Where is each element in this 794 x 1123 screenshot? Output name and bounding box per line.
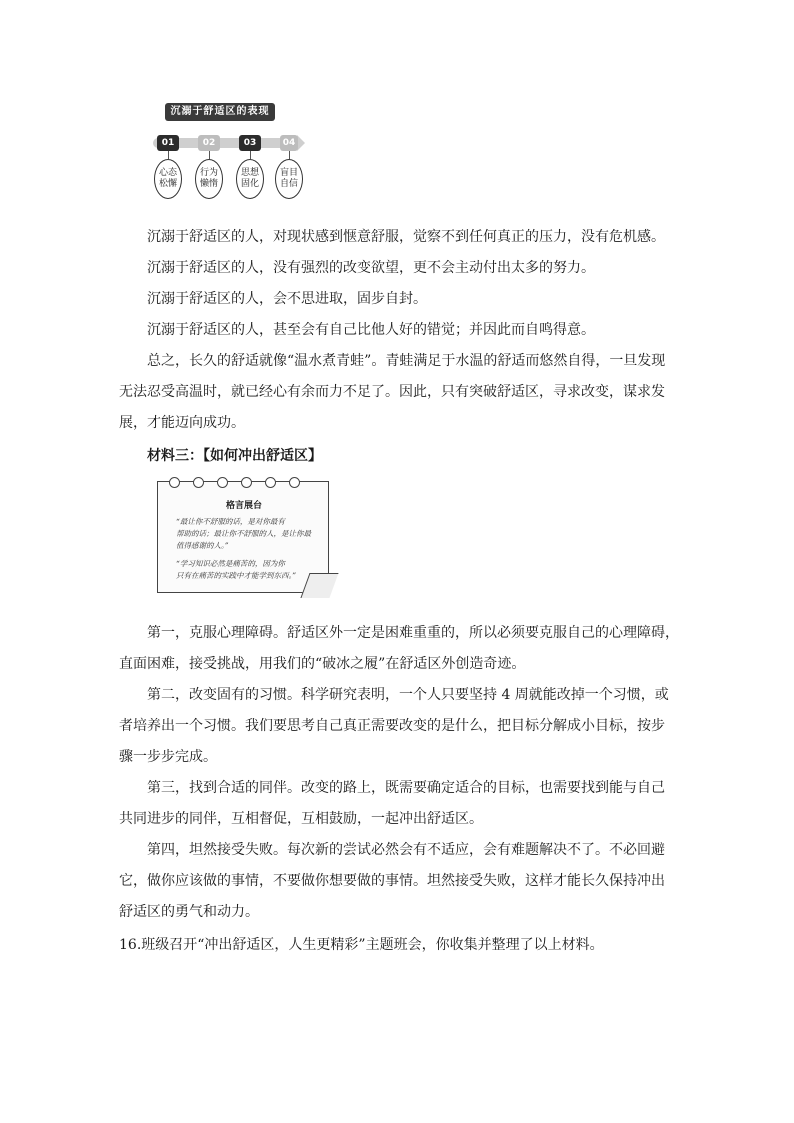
point-line: 第二，改变固有的习惯。科学研究表明，一个人只要坚持 4 周就能改掉一个习惯，或	[147, 687, 669, 703]
motto-quote-line: 只有在痛苦的实践中才能学到东西。”	[176, 571, 297, 580]
summary-line: 展，才能迈向成功。	[119, 415, 245, 431]
step-label-1: 心态松懈	[154, 159, 182, 199]
motto-board-title: 格言展台	[225, 501, 262, 511]
motto-quote-line: “最让你不舒服的话，是对你最有	[176, 517, 285, 526]
step-number-1: 01	[157, 135, 179, 151]
point-line: 共同进步的同伴，互相督促，互相鼓励，一起冲出舒适区。	[119, 811, 483, 827]
binder-ring-icon	[193, 477, 204, 488]
binder-ring-icon	[241, 477, 252, 488]
binder-ring-icon	[265, 477, 276, 488]
point-line: 第一，克服心理障碍。舒适区外一定是困难重重的，所以必须要克服自己的心理障碍，	[147, 625, 679, 641]
motto-quote-line: 值得感谢的人。”	[176, 541, 229, 550]
point-line: 舒适区的勇气和动力。	[119, 904, 259, 920]
paragraph: 沉溺于舒适区的人，没有强烈的改变欲望，更不会主动付出太多的努力。	[147, 260, 595, 276]
motto-quote-line: 帮助的话；最让你不舒服的人，是让你最	[176, 529, 311, 538]
point-line: 它，做你应该做的事情，不要做你想要做的事情。坦然接受失败，这样才能长久保持冲出	[119, 873, 665, 889]
paragraph: 沉溺于舒适区的人，对现状感到惬意舒服，觉察不到任何真正的压力，没有危机感。	[147, 229, 665, 245]
arrow-right-icon	[297, 135, 305, 151]
step-number-2: 02	[198, 135, 220, 151]
step-label-2: 行为懒惰	[195, 159, 223, 199]
point-line: 者培养出一个习惯。我们要思考自己真正需要改变的是什么，把目标分解成小目标，按步	[119, 718, 665, 734]
paragraph: 沉溺于舒适区的人，甚至会有自己比他人好的错觉；并因此而自鸣得意。	[147, 322, 595, 338]
comfort-zone-symptoms-figure	[151, 100, 301, 210]
summary-line: 总之，长久的舒适就像“温水煮青蛙”。青蛙满足于水温的舒适而悠然自得，一旦发现	[147, 353, 666, 369]
binder-ring-icon	[289, 477, 300, 488]
figure1-title: 沉溺于舒适区的表现	[165, 103, 275, 121]
motto-note-card	[157, 481, 329, 593]
binder-ring-icon	[169, 477, 180, 488]
motto-board-figure	[155, 477, 338, 603]
paragraph: 沉溺于舒适区的人，会不思进取，固步自封。	[147, 291, 427, 307]
step-number-4: 04	[280, 135, 298, 151]
motto-quote-line: “学习知识必然是痛苦的，因为你	[176, 559, 285, 568]
step-number-3: 03	[239, 135, 261, 151]
step-label-4: 盲目自信	[275, 159, 303, 199]
step-label-3: 思想固化	[236, 159, 264, 199]
binder-ring-icon	[217, 477, 228, 488]
point-line: 骤一步步完成。	[119, 749, 217, 765]
point-line: 直面困难，接受挑战，用我们的“破冰之履”在舒适区外创造奇迹。	[119, 656, 526, 672]
material3-heading: 材料三：【如何冲出舒适区】	[147, 448, 322, 464]
question-16: 16.班级召开“冲出舒适区，人生更精彩”主题班会，你收集并整理了以上材料。	[119, 937, 604, 953]
point-line: 第四，坦然接受失败。每次新的尝试必然会有不适应，会有难题解决不了。不必回避	[147, 842, 665, 858]
summary-line: 无法忍受高温时，就已经心有余而力不足了。因此，只有突破舒适区，寻求改变，谋求发	[119, 384, 665, 400]
point-line: 第三，找到合适的同伴。改变的路上，既需要确定适合的目标，也需要找到能与自己	[147, 780, 665, 796]
